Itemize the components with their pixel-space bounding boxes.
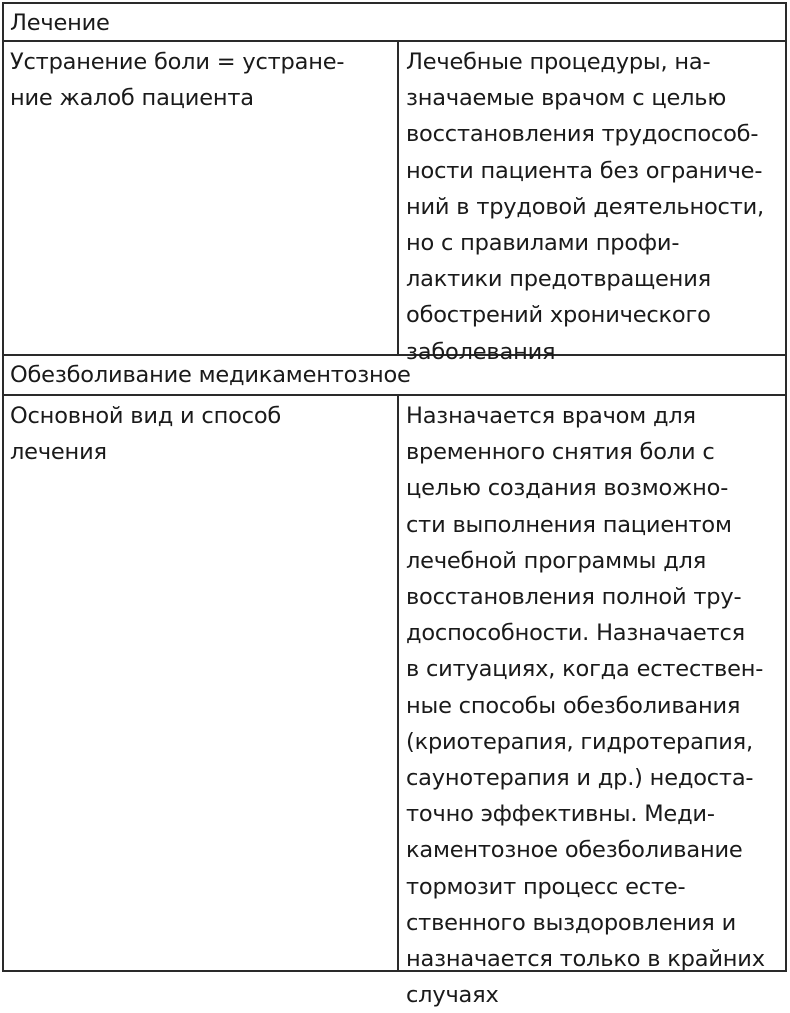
text-line: назначается только в крайних xyxy=(406,946,765,973)
table-row xyxy=(4,42,785,365)
text-line: лечения xyxy=(10,439,107,466)
text-line: лечебной программы для xyxy=(406,547,707,574)
text-line: восстановления трудоспособ- xyxy=(406,121,759,148)
table-header-row xyxy=(4,356,785,396)
text-line: точно эффективны. Меди- xyxy=(406,801,715,828)
text-line: восстановления полной тру- xyxy=(406,584,742,611)
text-line: обострений хронического xyxy=(406,302,711,329)
text-line: целью создания возможно- xyxy=(406,475,729,502)
text-line: доспособности. Назначается xyxy=(406,620,745,647)
text-line: тормозит процесс есте- xyxy=(406,873,686,900)
text-line: ственного выздоровления и xyxy=(406,909,736,936)
text-line: Устранение боли = устране- xyxy=(10,49,345,75)
table-header-row xyxy=(4,4,785,42)
row-term-pain-relief xyxy=(4,42,399,354)
text-line: Назначается врачом для xyxy=(406,403,696,429)
text-line: временного снятия боли с xyxy=(406,439,715,466)
text-line: ности пациента без ограниче- xyxy=(406,157,763,184)
section-header-treatment: Лечение xyxy=(10,10,110,36)
text-line: заболевания xyxy=(406,338,556,365)
text-line: случаях xyxy=(406,982,499,1009)
text-line: значаемые врачом с целью xyxy=(406,85,727,112)
row-description-medication xyxy=(399,396,785,1009)
text-line: Основной вид и способ xyxy=(10,403,282,429)
text-line: сти выполнения пациентом xyxy=(406,511,732,538)
text-line: каментозное обезболивание xyxy=(406,837,743,864)
text-line: ний в трудовой деятельности, xyxy=(406,193,765,220)
row-term-main-method xyxy=(4,396,399,970)
text-line: ние жалоб пациента xyxy=(10,85,254,112)
table-row xyxy=(4,396,785,1009)
text-line: в ситуациях, когда естествен- xyxy=(406,656,764,683)
text-line: но с правилами профи- xyxy=(406,230,680,257)
section-header-medication: Обезболивание медикаментозное xyxy=(10,362,411,388)
treatment-table xyxy=(2,2,787,1009)
text-line: лактики предотвращения xyxy=(406,266,711,293)
row-description-procedures xyxy=(399,42,785,365)
text-line: Лечебные процедуры, на- xyxy=(406,49,711,75)
text-line: саунотерапия и др.) недоста- xyxy=(406,765,754,792)
text-line: ные способы обезболивания xyxy=(406,692,741,719)
text-line: (криотерапия, гидротерапия, xyxy=(406,728,753,755)
